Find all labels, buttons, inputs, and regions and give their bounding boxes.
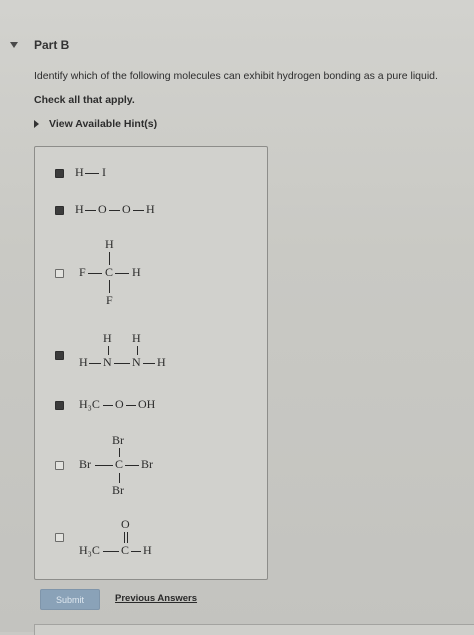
atom: H: [105, 237, 114, 251]
choice-acetaldehyde[interactable]: [35, 517, 267, 559]
atom: F: [79, 265, 86, 279]
choice-difluoromethane[interactable]: [35, 235, 267, 307]
submit-button[interactable]: Submit: [40, 589, 100, 610]
checkbox[interactable]: [55, 269, 64, 278]
bond: [89, 363, 101, 364]
feedback-panel: [34, 624, 474, 635]
bond: [131, 551, 141, 552]
atom: O: [122, 202, 131, 216]
atom: H: [75, 202, 84, 216]
atom: H: [146, 202, 155, 216]
atom: H: [143, 543, 152, 557]
atom: H₃C: [79, 397, 100, 411]
choice-h-o-o-h[interactable]: [35, 202, 267, 216]
checkbox[interactable]: [55, 401, 64, 410]
atom: N: [132, 355, 141, 369]
bond: [103, 551, 119, 552]
checkbox[interactable]: [55, 206, 64, 215]
checkbox[interactable]: [55, 351, 64, 360]
atom: N: [103, 355, 112, 369]
atom: H: [103, 331, 112, 345]
checkbox[interactable]: [55, 533, 64, 542]
atom: H: [75, 165, 84, 179]
atom: Br: [112, 483, 124, 497]
bond: [143, 363, 155, 364]
atom: F: [106, 293, 113, 307]
atom: H₃C: [79, 543, 100, 557]
choice-hydrazine[interactable]: [35, 329, 267, 371]
bond: [125, 465, 139, 466]
choice-methyl-hydroperoxide[interactable]: [35, 397, 267, 411]
atom: O: [121, 517, 130, 531]
atom: H: [79, 355, 88, 369]
bond: [114, 363, 130, 364]
previous-answers-link[interactable]: Previous Answers: [115, 593, 198, 604]
answer-choices: [34, 146, 268, 580]
checkbox[interactable]: [55, 461, 64, 470]
choice-h-i[interactable]: [35, 165, 267, 179]
expand-arrow-icon: [34, 120, 39, 128]
question-text: Identify which of the following molecules can exhibit hydrogen bonding as a pure liquid.: [34, 70, 438, 82]
bond: [109, 252, 110, 265]
checkbox[interactable]: [55, 169, 64, 178]
bond: [119, 473, 120, 483]
bond: [115, 273, 129, 274]
atom: H: [157, 355, 166, 369]
bond: [119, 448, 120, 457]
bond: [137, 346, 138, 355]
hints-label: View Available Hint(s): [49, 118, 158, 130]
choice-tetrabromomethane[interactable]: [35, 431, 267, 499]
atom: I: [102, 165, 106, 179]
bond: [88, 273, 102, 274]
bond: [85, 173, 99, 174]
part-header[interactable]: [8, 36, 448, 54]
bond: [109, 280, 110, 293]
bond: [103, 405, 113, 406]
bond: [85, 210, 96, 211]
atom: Br: [79, 457, 91, 471]
atom: Br: [112, 433, 124, 447]
atom: O: [115, 397, 124, 411]
atom: H: [132, 331, 141, 345]
bond: [126, 405, 136, 406]
atom: O: [98, 202, 107, 216]
bond: [95, 465, 113, 466]
bond: [124, 532, 125, 543]
view-hints-link[interactable]: [34, 118, 157, 130]
atom: H: [132, 265, 141, 279]
atom: Br: [141, 457, 153, 471]
bond: [109, 210, 120, 211]
instruction-text: Check all that apply.: [34, 94, 135, 106]
bond: [127, 532, 128, 543]
bond: [133, 210, 144, 211]
atom: C: [121, 543, 130, 557]
atom: C: [115, 457, 124, 471]
bond: [108, 346, 109, 355]
atom: C: [105, 265, 114, 279]
part-title: Part B: [34, 38, 70, 52]
collapse-caret-icon[interactable]: [10, 42, 18, 48]
atom: OH: [138, 397, 156, 411]
